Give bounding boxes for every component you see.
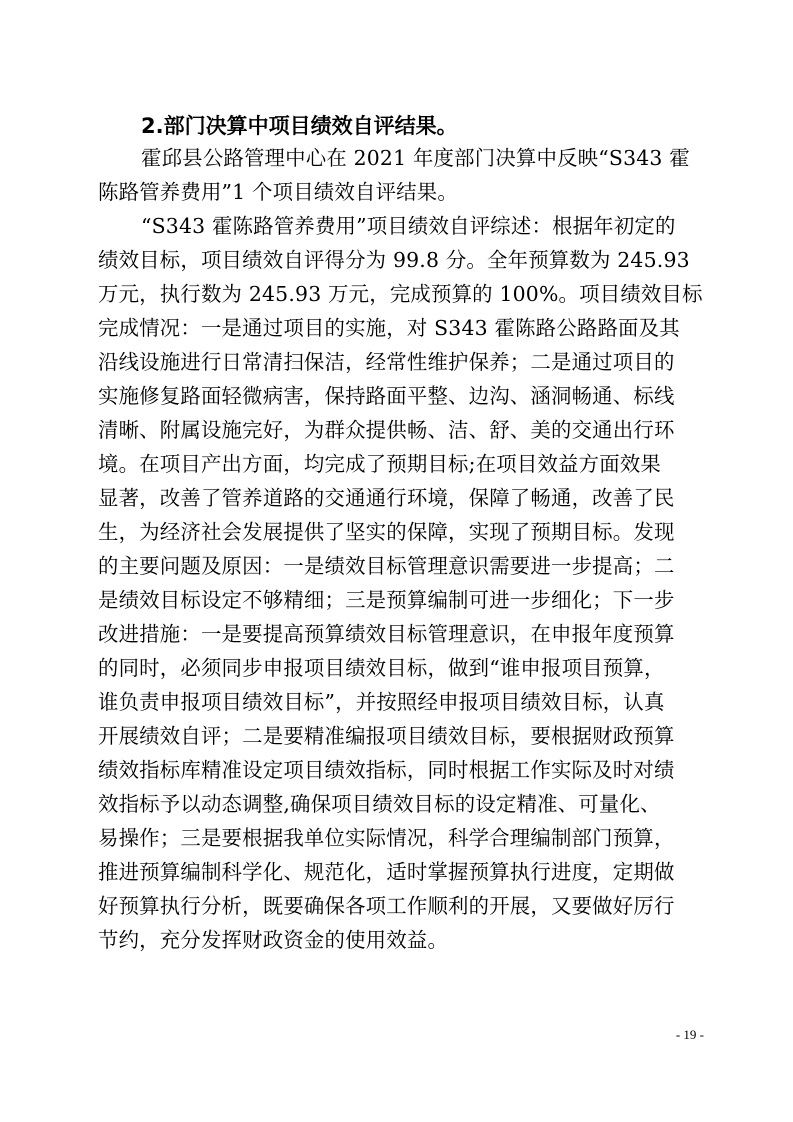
- paragraph-evaluation: [98, 209, 703, 957]
- paragraph-summary: [98, 141, 698, 209]
- page-number: - 19 -: [675, 1027, 704, 1042]
- paragraph-line: 完成情况：一是通过项目的实施，对 S343 霍陈路公路路面及其: [98, 316, 680, 340]
- paragraph-line: 改进措施：一是要提高预算绩效目标管理意识，在申报年度预算: [98, 622, 675, 646]
- paragraph-line: 效指标予以动态调整,确保项目绩效目标的设定精准、可量化、: [98, 792, 661, 816]
- paragraph-line: 谁负责申报项目绩效目标”，并按照经申报项目绩效目标，认真: [98, 690, 665, 714]
- paragraph-line: 生，为经济社会发展提供了坚实的保障，实现了预期目标。发现: [98, 520, 675, 544]
- paragraph-line: 万元，执行数为 245.93 万元，完成预算的 100%。项目绩效目标: [98, 282, 703, 306]
- paragraph-line: 易操作；三是要根据我单位实际情况，科学合理编制部门预算，: [98, 826, 675, 850]
- paragraph-line: 的主要问题及原因：一是绩效目标管理意识需要进一步提高；二: [98, 554, 675, 578]
- paragraph-line: 清晰、附属设施完好，为群众提供畅、洁、舒、美的交通出行环: [98, 418, 675, 442]
- paragraph-line: 陈路管养费用”1 个项目绩效自评结果。: [98, 180, 458, 204]
- section-heading: 2.部门决算中项目绩效自评结果。: [141, 114, 458, 138]
- paragraph-line: 的同时，必须同步申报项目绩效目标，做到“谁申报项目预算，: [98, 656, 665, 680]
- paragraph-line: 节约，充分发挥财政资金的使用效益。: [98, 928, 449, 952]
- paragraph-line: “S343 霍陈路管养费用”项目绩效自评综述：根据年初定的: [141, 214, 676, 238]
- paragraph-line: 境。在项目产出方面，均完成了预期目标;在项目效益方面效果: [98, 452, 662, 476]
- paragraph-line: 是绩效目标设定不够精细；三是预算编制可进一步细化；下一步: [98, 588, 675, 612]
- paragraph-line: 沿线设施进行日常清扫保洁，经常性维护保养；二是通过项目的: [98, 350, 675, 374]
- paragraph-line: 实施修复路面轻微病害，保持路面平整、边沟、涵洞畅通、标线: [98, 384, 675, 408]
- paragraph-line: 霍邱县公路管理中心在 2021 年度部门决算中反映“S343 霍: [141, 146, 690, 170]
- paragraph-line: 绩效指标库精准设定项目绩效指标，同时根据工作实际及时对绩: [98, 758, 675, 782]
- paragraph-line: 推进预算编制科学化、规范化，适时掌握预算执行进度，定期做: [98, 860, 675, 884]
- paragraph-line: 好预算执行分析，既要确保各项工作顺利的开展，又要做好厉行: [98, 894, 675, 918]
- paragraph-line: 显著，改善了管养道路的交通通行环境，保障了畅通，改善了民: [98, 486, 675, 510]
- paragraph-line: 绩效目标，项目绩效自评得分为 99.8 分。全年预算数为 245.93: [98, 248, 690, 272]
- paragraph-line: 开展绩效自评；二是要精准编报项目绩效目标，要根据财政预算: [98, 724, 675, 748]
